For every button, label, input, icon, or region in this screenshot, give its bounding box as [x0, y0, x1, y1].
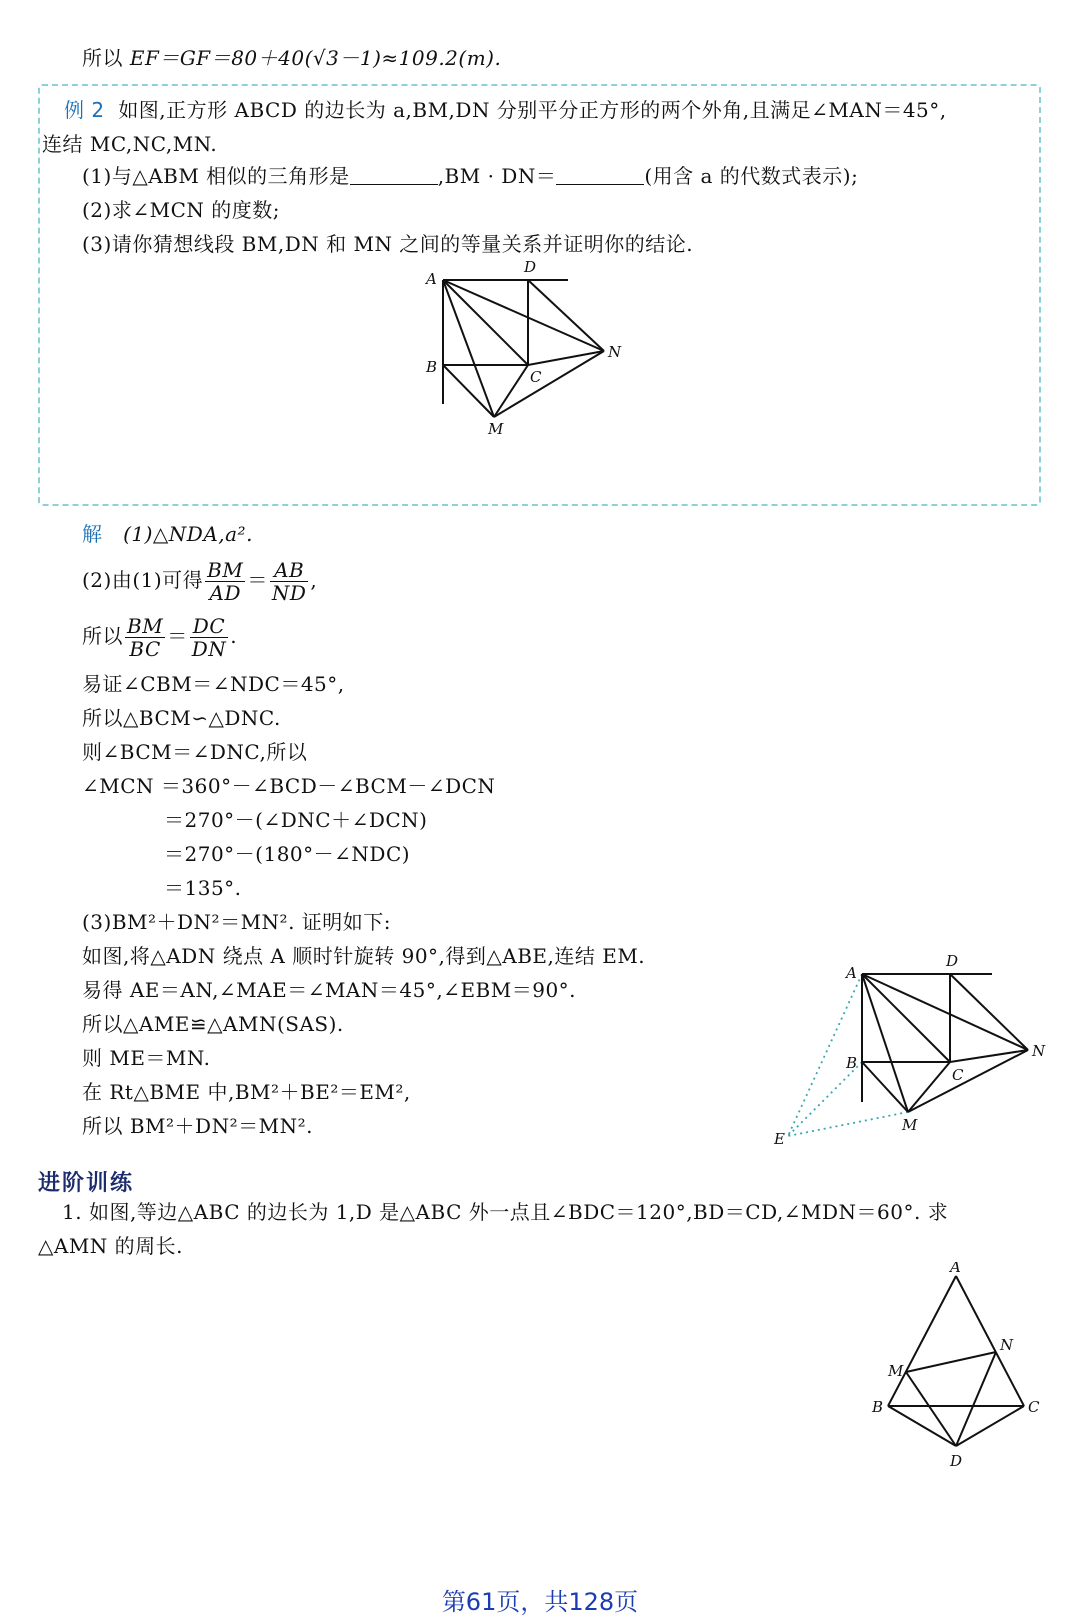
fraction-bm-ad [205, 559, 245, 604]
s2-prefix: (2)由(1)可得 [82, 568, 204, 592]
answer-blank-2 [556, 164, 644, 185]
solution-line-16: 在 Rt△BME 中,BM²＋BE²＝EM², [82, 1080, 411, 1104]
section-title: 进阶训练 [38, 1171, 135, 1196]
fig2-label-c: C [952, 1066, 964, 1084]
equals-sign: ＝ [167, 624, 188, 648]
solution-line-6: 则∠BCM＝∠DNC,所以 [82, 740, 308, 764]
solution-line-3 [82, 612, 237, 660]
fig1-label-c: C [530, 368, 542, 386]
q1-part-c: (用含 a 的代数式表示); [644, 164, 859, 188]
fraction-denominator: DN [191, 637, 227, 661]
fig2-label-n: N [1032, 1042, 1046, 1060]
solution-tag: 解 [82, 522, 103, 546]
figure-rotation-proof [760, 950, 1060, 1150]
q1-part-a: (1)与△ABM 相似的三角形是 [82, 164, 350, 188]
figure-square-abcd [420, 256, 640, 446]
example-question-3: (3)请你猜想线段 BM,DN 和 MN 之间的等量关系并证明你的结论. [82, 232, 694, 256]
solution-line-11: (3)BM²＋DN²＝MN². 证明如下: [82, 910, 392, 934]
example-statement-line2: 连结 MC,NC,MN. [42, 132, 218, 156]
solution-line-2 [82, 556, 317, 604]
s3-end: . [230, 624, 238, 648]
fraction-dc-dn [190, 615, 229, 660]
solution-line-10: ＝135°. [164, 876, 242, 900]
top-line-expression: EF＝GF＝80＋40(√3－1)≈109.2(m). [129, 46, 502, 70]
solution-line-9: ＝270°－(180°－∠NDC) [164, 842, 411, 866]
fig1-label-b: B [426, 358, 438, 376]
fraction-numerator: BM [127, 614, 164, 638]
answer-blank-1 [350, 164, 438, 185]
equals-sign: ＝ [247, 568, 268, 592]
fig1-label-d: D [524, 258, 537, 276]
example-question-2: (2)求∠MCN 的度数; [82, 198, 280, 222]
fig3-label-n: N [1000, 1336, 1014, 1354]
solution-line-13: 易得 AE＝AN,∠MAE＝∠MAN＝45°,∠EBM＝90°. [82, 978, 577, 1002]
exercise-line-2: △AMN 的周长. [38, 1234, 184, 1258]
solution-line-7: ∠MCN ＝360°－∠BCD－∠BCM－∠DCN [82, 774, 496, 798]
solution-line-14: 所以△AME≌△AMN(SAS). [82, 1012, 344, 1036]
fig3-label-b: B [872, 1398, 884, 1416]
example-statement-line1 [64, 96, 947, 124]
fig2-label-d: D [946, 952, 959, 970]
s3-prefix: 所以 [82, 624, 123, 648]
exercise-line-1: 1. 如图,等边△ABC 的边长为 1,D 是△ABC 外一点且∠BDC＝120°,BD＝CD,∠MDN＝60°. 求 [62, 1200, 949, 1224]
fig2-label-m: M [902, 1116, 918, 1134]
top-line-prefix: 所以 [82, 46, 130, 70]
example-statement-text: 如图,正方形 ABCD 的边长为 a,BM,DN 分别平分正方形的两个外角,且满足∠MAN＝45°, [118, 98, 947, 122]
fraction-denominator: BC [129, 637, 161, 661]
fraction-numerator: DC [190, 615, 229, 638]
solution-line-5: 所以△BCM∽△DNC. [82, 706, 281, 730]
figure-equilateral-triangle [860, 1262, 1060, 1482]
solution-part1-text: (1)△NDA,a². [123, 522, 253, 546]
solution-line-17: 所以 BM²＋DN²＝MN². [82, 1114, 313, 1138]
q1-part-b: ,BM · DN＝ [437, 164, 557, 188]
fig1-label-m: M [488, 420, 504, 438]
page-footer: 第61页，共128页 [441, 1588, 639, 1616]
example-tag: 例 2 [64, 98, 105, 122]
fig1-label-n: N [608, 343, 622, 361]
solution-line-1 [82, 520, 253, 548]
solution-line-8: ＝270°－(∠DNC＋∠DCN) [164, 808, 428, 832]
fraction-bm-bc [125, 615, 165, 660]
solution-line-12: 如图,将△ADN 绕点 A 顺时针旋转 90°,得到△ABE,连结 EM. [82, 944, 646, 968]
solution-line-15: 则 ME＝MN. [82, 1046, 211, 1070]
fig3-label-c: C [1028, 1398, 1040, 1416]
solution-line-4: 易证∠CBM＝∠NDC＝45°, [82, 672, 345, 696]
example-question-1 [82, 162, 858, 190]
s2-end: , [310, 568, 318, 592]
fig2-label-a: A [846, 964, 857, 982]
fig3-label-a: A [950, 1262, 961, 1276]
fraction-numerator: AB [270, 559, 309, 582]
fraction-denominator: ND [271, 581, 307, 605]
fraction-denominator: AD [209, 581, 241, 605]
fig2-label-b: B [846, 1054, 858, 1072]
fig3-label-m: M [888, 1362, 904, 1380]
fraction-numerator: BM [207, 558, 244, 582]
fig3-label-d: D [950, 1452, 963, 1470]
fig2-label-e: E [774, 1130, 785, 1148]
top-line [82, 44, 501, 72]
fraction-ab-nd [270, 559, 309, 604]
fig1-label-a: A [426, 270, 437, 288]
